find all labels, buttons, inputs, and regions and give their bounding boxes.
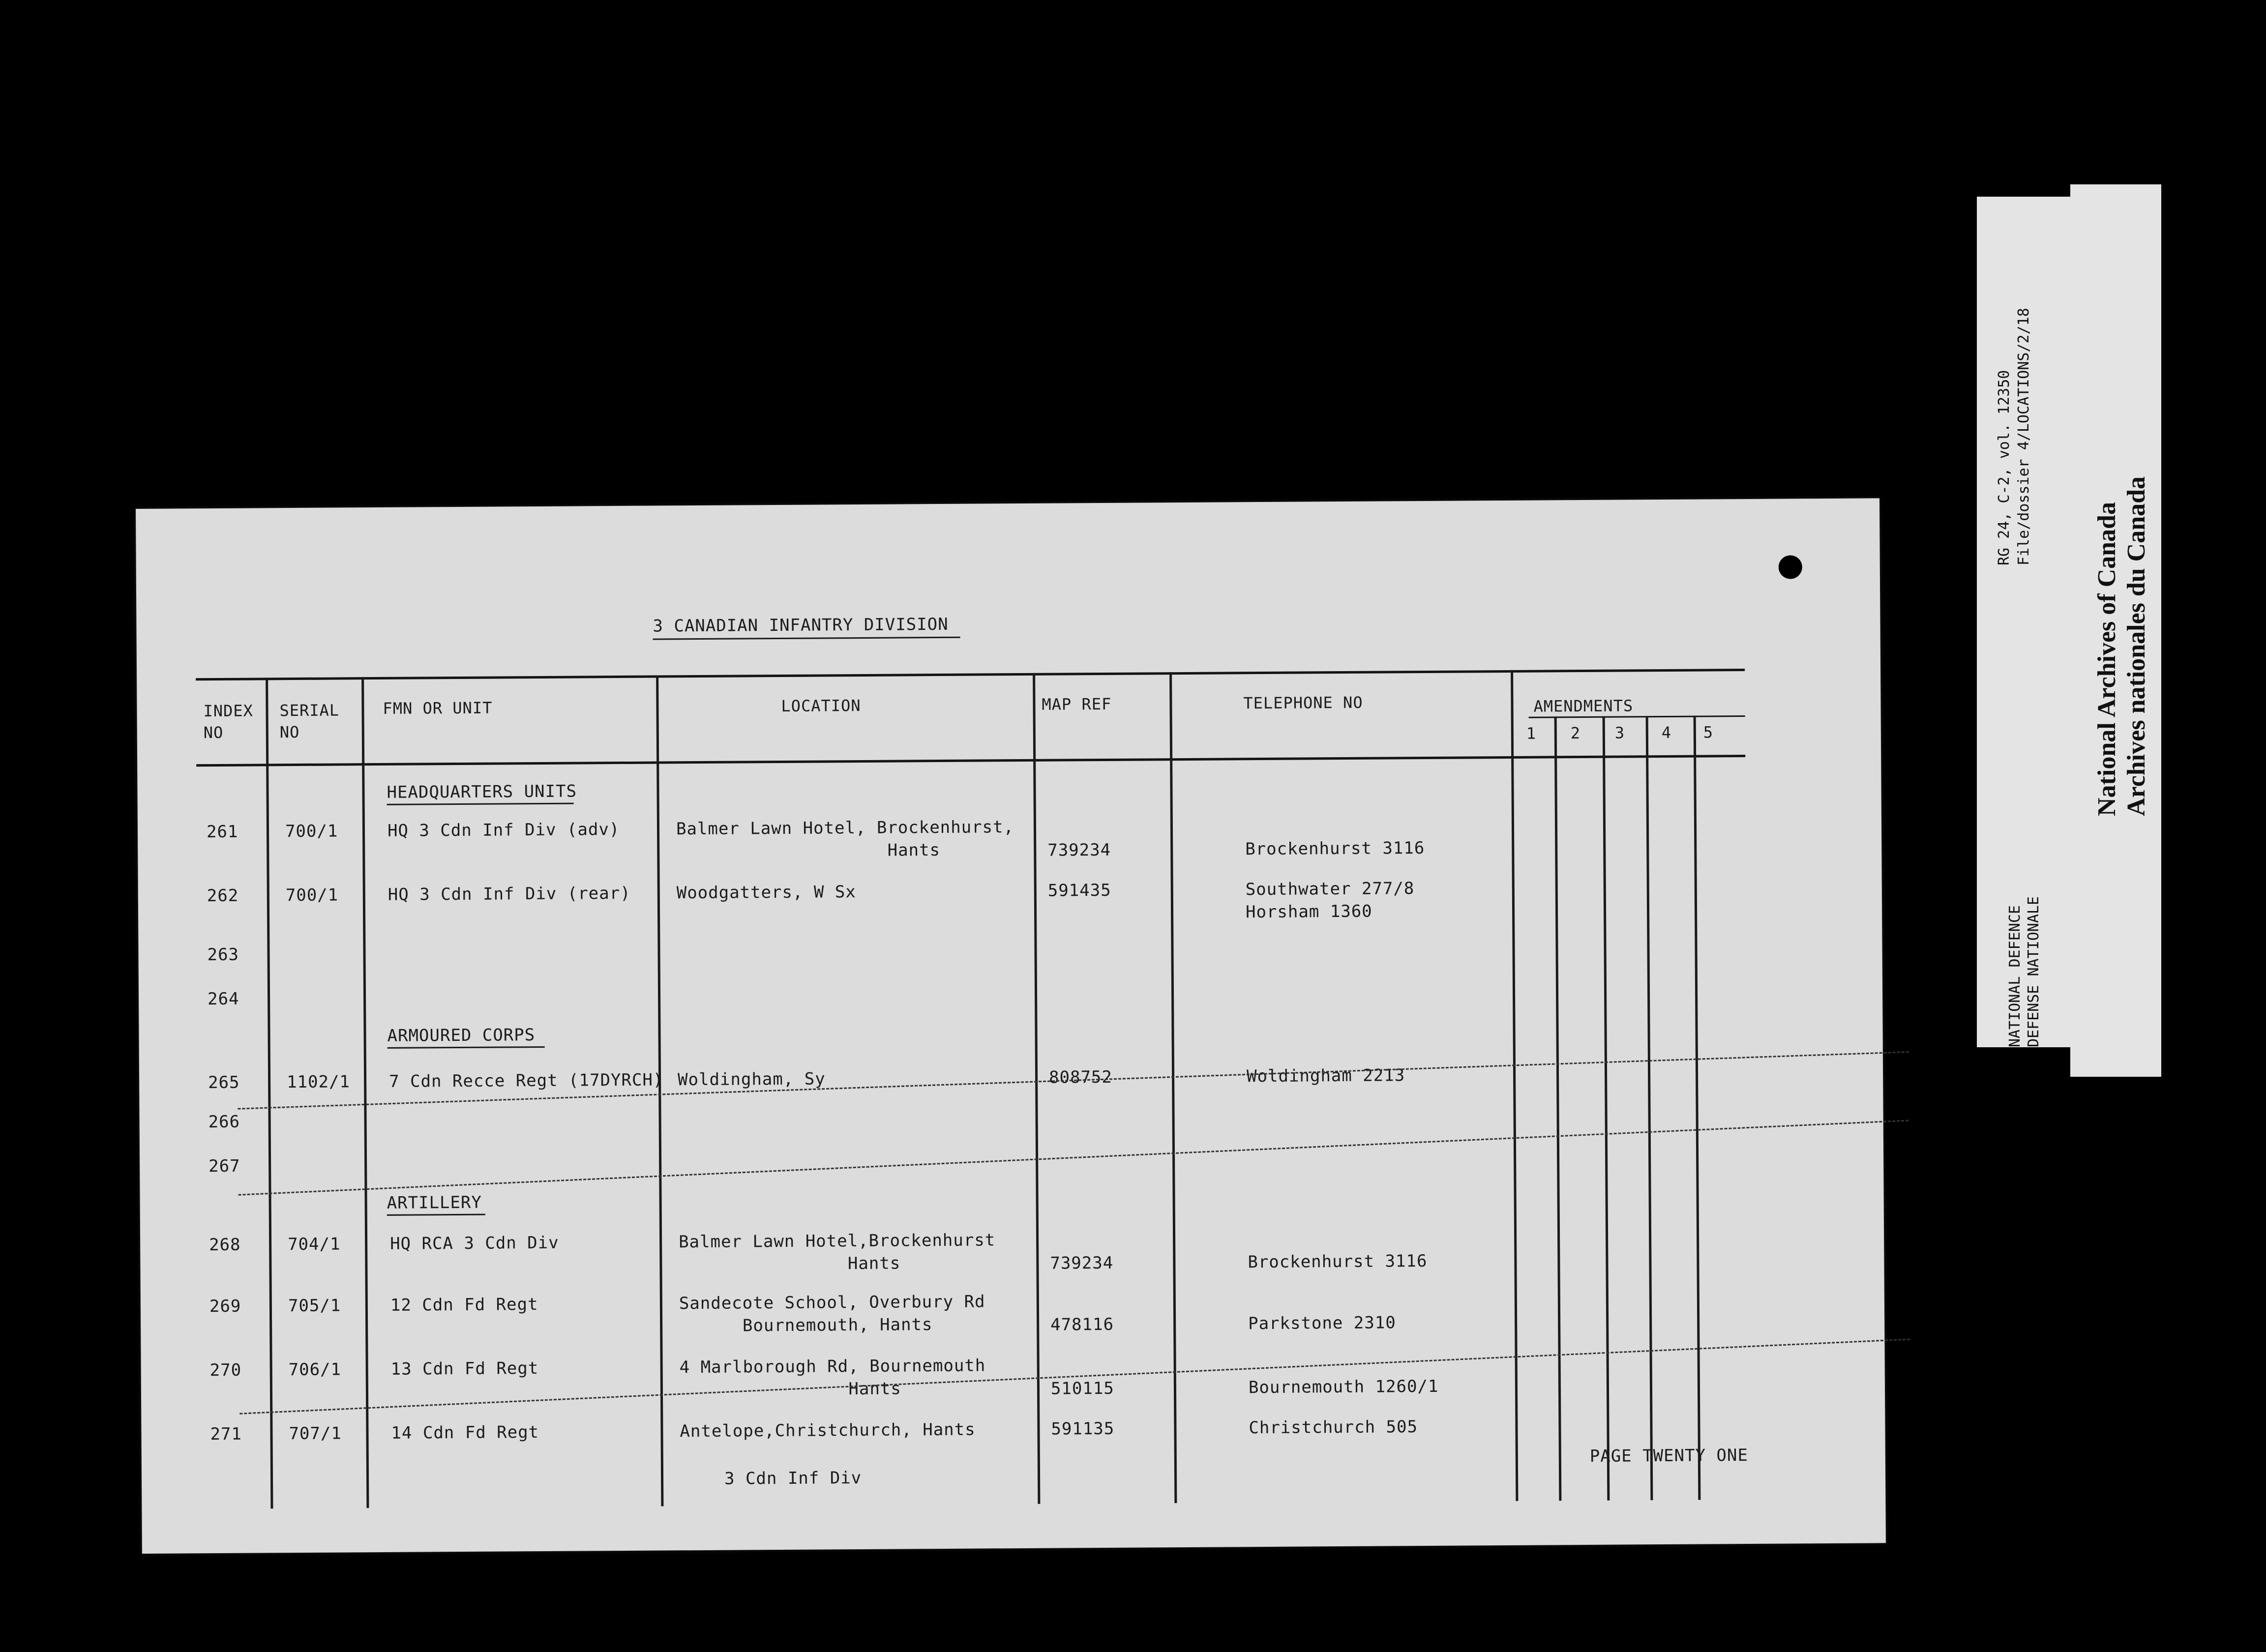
- unit-cell: 12 Cdn Fd Regt: [390, 1295, 538, 1315]
- header-telephone-no: TELEPHONE NO: [1243, 693, 1363, 713]
- location-cell: Sandecote School, Overbury Rd Bournemouth, Hants: [679, 1292, 985, 1336]
- column-divider: [1033, 673, 1040, 1504]
- map-ref-cell: 739234: [1050, 1253, 1114, 1273]
- column-divider: [266, 678, 273, 1508]
- header-location: LOCATION: [781, 696, 861, 715]
- unit-cell: HQ 3 Cdn Inf Div (adv): [387, 819, 620, 841]
- archive-file: File/dossier 4/LOCATIONS/2/18: [2015, 308, 2032, 565]
- amendment-col-4: 4: [1661, 723, 1672, 742]
- location-cell: Woldingham, Sy: [677, 1069, 826, 1090]
- amendments-subrule: [1529, 715, 1745, 718]
- document-sheet: [136, 498, 1886, 1554]
- unit-cell: HQ RCA 3 Cdn Div: [390, 1233, 559, 1254]
- section-heading: ARMOURED CORPS: [387, 1025, 536, 1046]
- column-divider: [1511, 670, 1518, 1501]
- header-index-no: INDEX NO: [203, 701, 253, 742]
- location-cell: Balmer Lawn Hotel, Brockenhurst, Hants: [676, 817, 1014, 862]
- map-ref-cell: 510115: [1050, 1378, 1114, 1399]
- telephone-cell: Brockenhurst 3116: [1245, 838, 1425, 859]
- unit-cell: 14 Cdn Fd Regt: [391, 1422, 539, 1443]
- header-amendments: AMENDMENTS: [1533, 696, 1634, 716]
- department-fr: DEFENSE NATIONALE: [2025, 896, 2042, 1047]
- section-underline: [388, 1046, 545, 1049]
- document-title: 3 CANADIAN INFANTRY DIVISION: [653, 614, 949, 636]
- header-fmn-or-unit: FMN OR UNIT: [383, 698, 493, 718]
- telephone-cell: Brockenhurst 3116: [1248, 1251, 1428, 1272]
- location-cell: 4 Marlborough Rd, Bournemouth Hants: [679, 1356, 986, 1400]
- telephone-cell: Woldingham 2213: [1246, 1065, 1405, 1087]
- telephone-cell: Parkstone 2310: [1248, 1313, 1396, 1334]
- location-cell: Balmer Lawn Hotel,Brockenhurst Hants: [679, 1230, 996, 1275]
- header-serial-no: SERIAL NO: [279, 701, 340, 742]
- map-ref-cell: 591435: [1047, 880, 1111, 901]
- amendment-divider: [1694, 716, 1701, 1500]
- punch-hole: [1779, 555, 1802, 579]
- location-cell: Woodgatters, W Sx: [676, 882, 856, 903]
- amendment-col-1: 1: [1526, 724, 1537, 743]
- unit-cell: HQ 3 Cdn Inf Div (rear): [388, 883, 631, 905]
- serial-cell: 700/1: [285, 885, 339, 906]
- amendment-col-2: 2: [1570, 724, 1581, 743]
- index-cell: 264: [207, 989, 239, 1009]
- section-underline: [387, 1214, 485, 1216]
- index-cell: 262: [207, 885, 239, 906]
- amendment-col-3: 3: [1614, 723, 1625, 742]
- department-en: NATIONAL DEFENCE: [2006, 905, 2024, 1047]
- footer-division: 3 Cdn Inf Div: [724, 1468, 862, 1489]
- map-ref-cell: 739234: [1047, 840, 1111, 860]
- serial-cell: 707/1: [289, 1423, 342, 1444]
- unit-cell: 7 Cdn Recce Regt (17DYRCH): [389, 1070, 664, 1092]
- telephone-cell: Bournemouth 1260/1: [1248, 1376, 1439, 1398]
- telephone-cell: Southwater 277/8 Horsham 1360: [1245, 879, 1415, 922]
- index-cell: 270: [209, 1360, 242, 1381]
- column-divider: [1169, 672, 1177, 1503]
- archive-name-fr: Archives nationales du Canada: [2122, 476, 2150, 816]
- header-map-ref: MAP REF: [1042, 694, 1112, 714]
- strike-line: [239, 1120, 1909, 1195]
- map-ref-cell: 478116: [1050, 1314, 1114, 1335]
- index-cell: 271: [210, 1424, 242, 1445]
- telephone-cell: Christchurch 505: [1249, 1417, 1418, 1438]
- map-ref-cell: 808752: [1048, 1067, 1113, 1088]
- index-cell: 265: [208, 1072, 240, 1093]
- index-cell: 269: [209, 1296, 241, 1317]
- archive-name-en: National Archives of Canada: [2093, 502, 2121, 816]
- serial-cell: 705/1: [288, 1296, 341, 1316]
- page-number: PAGE TWENTY ONE: [1589, 1446, 1748, 1466]
- amendment-divider: [1603, 716, 1610, 1501]
- amendment-divider: [1646, 716, 1653, 1500]
- serial-cell: 704/1: [288, 1234, 341, 1255]
- title-underline: [653, 637, 960, 640]
- index-cell: 263: [207, 944, 239, 965]
- archive-reference: RG 24, C-2, vol. 12350: [1996, 370, 2013, 565]
- section-heading: HEADQUARTERS UNITS: [387, 781, 577, 802]
- map-ref-cell: 591135: [1051, 1418, 1115, 1439]
- location-cell: Antelope,Christchurch, Hants: [680, 1419, 976, 1442]
- amendment-divider: [1554, 716, 1562, 1501]
- column-divider: [361, 677, 369, 1508]
- serial-cell: 700/1: [285, 821, 338, 842]
- index-cell: 266: [208, 1112, 240, 1132]
- index-cell: 261: [206, 822, 239, 842]
- serial-cell: 1102/1: [287, 1072, 351, 1092]
- unit-cell: 13 Cdn Fd Regt: [390, 1358, 539, 1379]
- amendment-col-5: 5: [1703, 723, 1714, 742]
- section-heading: ARTILLERY: [387, 1192, 482, 1213]
- section-underline: [387, 803, 574, 805]
- index-cell: 268: [209, 1235, 241, 1255]
- serial-cell: 706/1: [288, 1359, 342, 1380]
- index-cell: 267: [209, 1156, 240, 1177]
